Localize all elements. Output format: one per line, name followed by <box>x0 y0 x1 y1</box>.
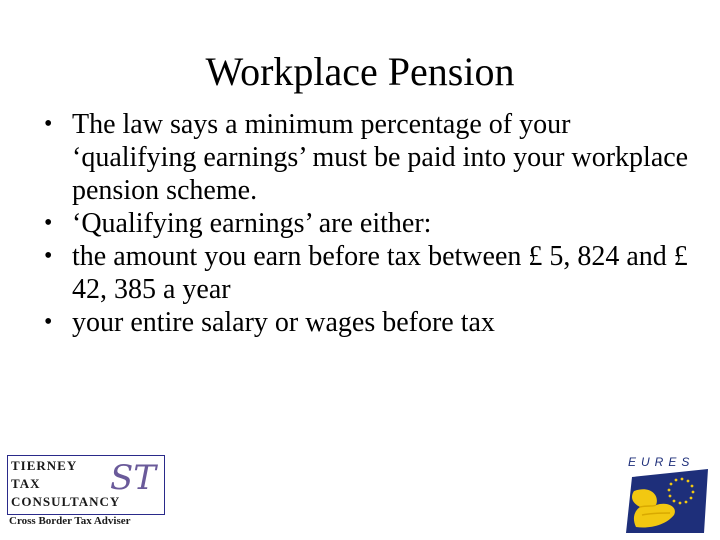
tierney-tax-logo <box>7 455 165 527</box>
bullet-item <box>44 108 694 207</box>
logo-line: TAX <box>11 476 41 491</box>
eures-logo <box>620 455 715 535</box>
bullet-text: the amount you earn before tax between £ 5, 824 and £ 42, 385 a year <box>72 241 688 305</box>
bullet-icon: • <box>44 210 53 236</box>
eures-emblem-icon <box>620 455 715 535</box>
bullet-icon: • <box>44 111 53 137</box>
bullet-icon: • <box>44 243 53 269</box>
bullet-text: your entire salary or wages before tax <box>72 307 495 338</box>
bullet-item <box>44 306 694 339</box>
bullet-icon: • <box>44 309 53 335</box>
bullet-text: The law says a minimum percentage of your ‘qualifying earnings’ must be paid into your workplace pension scheme. <box>72 109 689 206</box>
logo-monogram: ST <box>110 458 156 498</box>
logo-line: CONSULTANCY <box>11 494 121 509</box>
bullet-item <box>44 240 694 306</box>
bullet-item <box>44 207 694 240</box>
eures-wordmark: EURES <box>628 455 695 469</box>
logo-line: TIERNEY <box>11 458 78 473</box>
bullet-list <box>44 108 694 339</box>
slide-title: Workplace Pension <box>205 49 515 94</box>
logo-tagline: Cross Border Tax Adviser <box>9 515 131 527</box>
bullet-text: ‘Qualifying earnings’ are either: <box>72 208 432 239</box>
logo-box <box>7 455 165 515</box>
